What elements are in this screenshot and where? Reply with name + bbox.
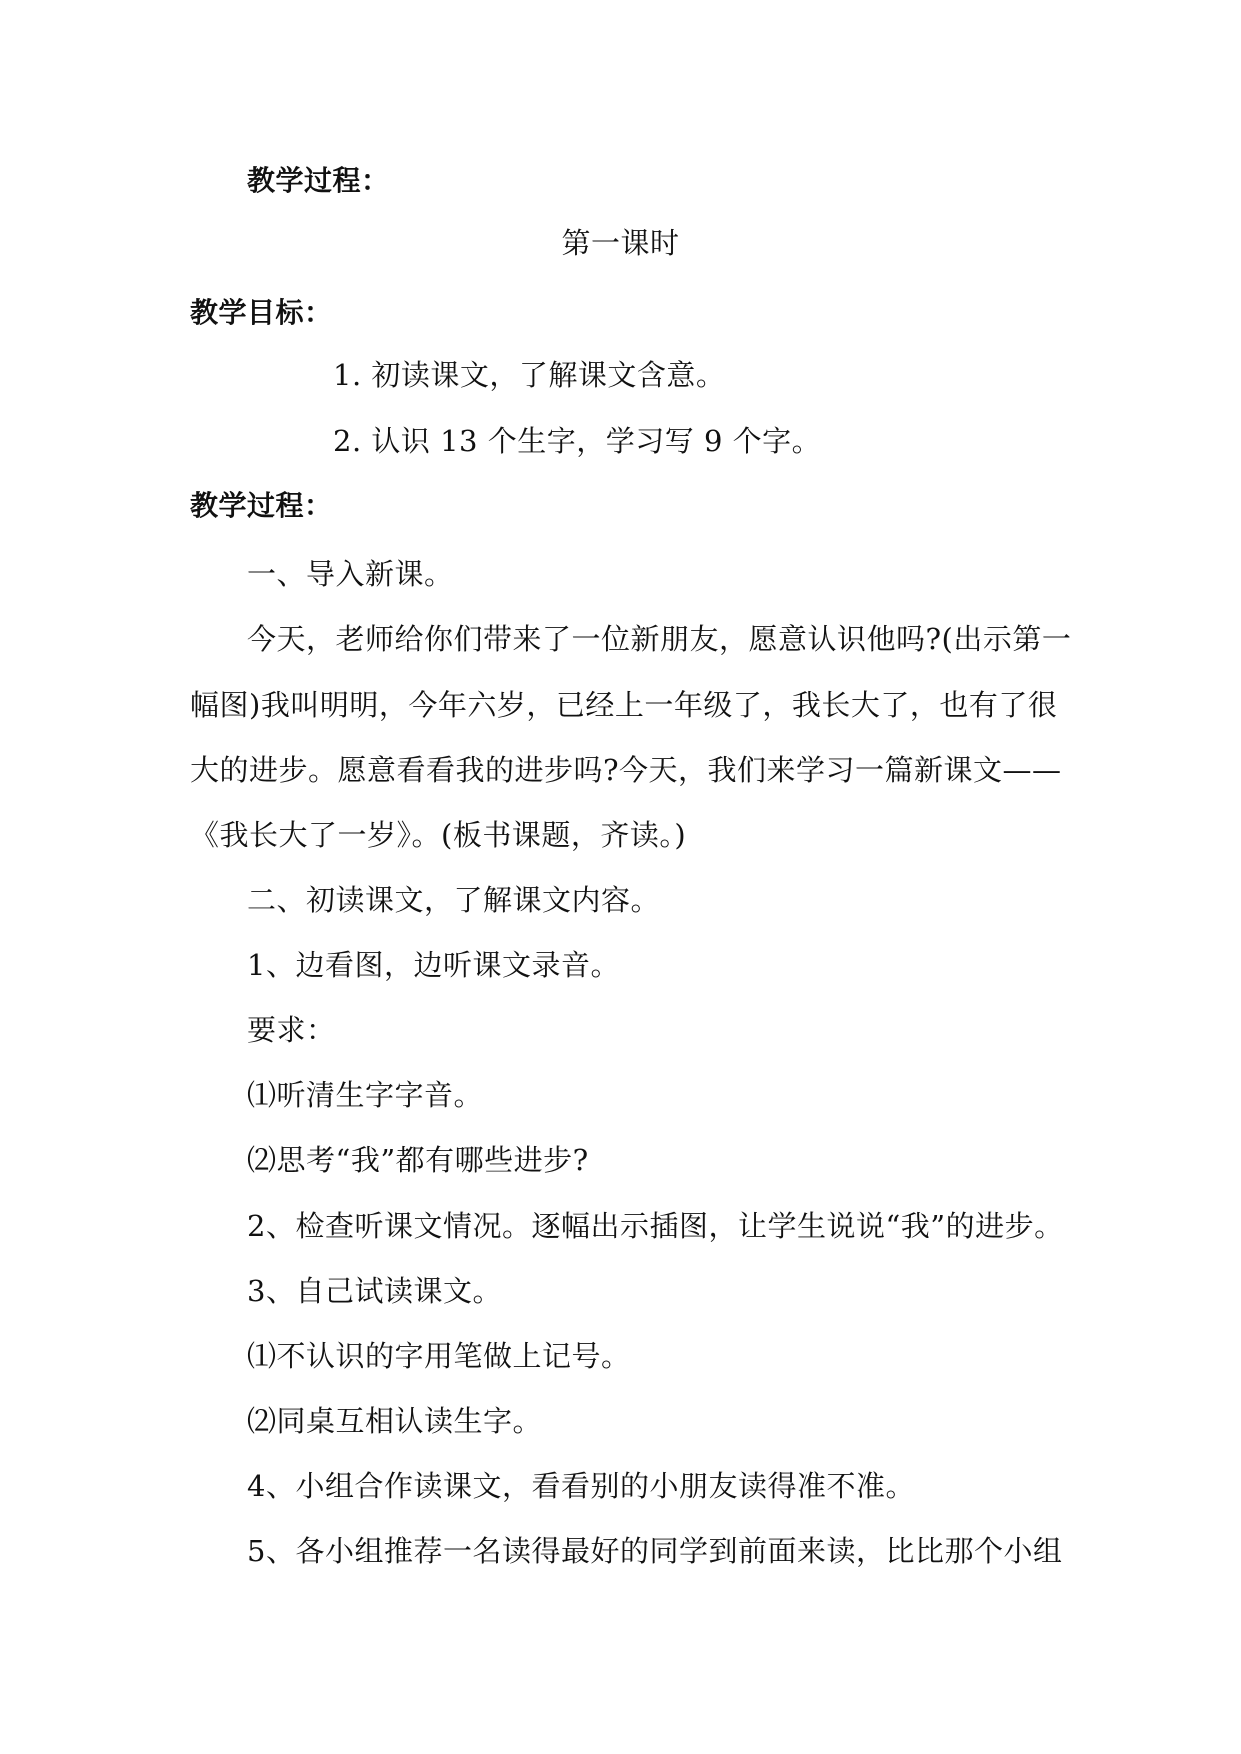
paragraph-line: 要求： xyxy=(247,1013,336,1047)
paragraph-line: ⑵思考“我”都有哪些进步? xyxy=(247,1143,589,1177)
objective-item-1: 1. 初读课文，了解课文含意。 xyxy=(333,358,726,392)
paragraph-line: 5、各小组推荐一名读得最好的同学到前面来读，比比那个小组 xyxy=(247,1534,1063,1568)
paragraph-line: 二、初读课文，了解课文内容。 xyxy=(247,883,661,917)
paragraph-line: 大的进步。愿意看看我的进步吗?今天，我们来学习一篇新课文—— xyxy=(190,753,1062,787)
paragraph-line: 一、导入新课。 xyxy=(247,557,454,591)
section-heading-process-top: 教学过程： xyxy=(247,164,390,197)
paragraph-line: 幅图)我叫明明，今年六岁，已经上一年级了，我长大了，也有了很 xyxy=(190,688,1058,722)
process-heading: 教学过程： xyxy=(190,489,333,522)
paragraph-line: 1、边看图，边听课文录音。 xyxy=(247,948,620,982)
objective-item-2: 2. 认识 13 个生字，学习写 9 个字。 xyxy=(333,424,822,458)
paragraph-line: 2、检查听课文情况。逐幅出示插图，让学生说说“我”的进步。 xyxy=(247,1209,1064,1243)
paragraph-line: ⑴听清生字字音。 xyxy=(247,1078,484,1112)
paragraph-line: 3、自己试读课文。 xyxy=(247,1274,502,1308)
paragraph-line: ⑴不认识的字用笔做上记号。 xyxy=(247,1339,631,1373)
paragraph-line: ⑵同桌互相认读生字。 xyxy=(247,1404,543,1438)
paragraph-line: 今天，老师给你们带来了一位新朋友，愿意认识他吗?(出示第一 xyxy=(247,622,1072,656)
paragraph-line: 4、小组合作读课文，看看别的小朋友读得准不准。 xyxy=(247,1469,915,1503)
paragraph-line: 《我长大了一岁》。(板书课题，齐读。) xyxy=(190,818,687,852)
lesson-title: 第一课时 xyxy=(561,226,680,260)
objectives-heading: 教学目标： xyxy=(190,296,333,329)
